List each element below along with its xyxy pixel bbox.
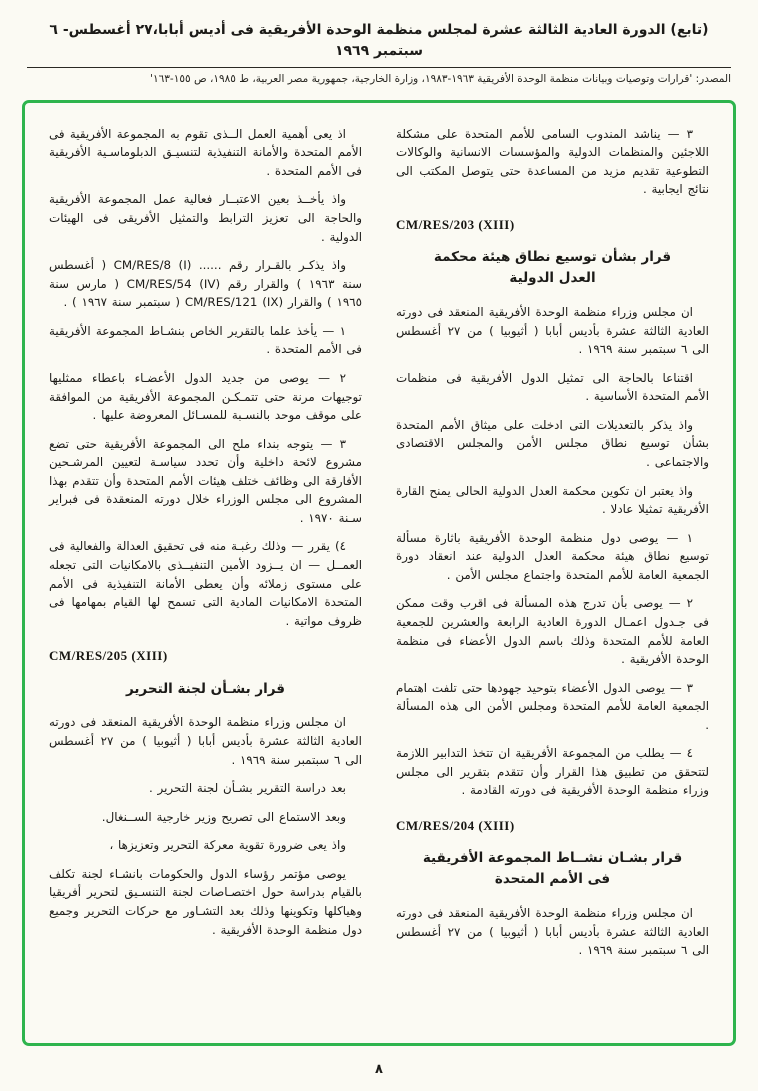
document-header: [25, 20, 733, 88]
resolution-number: CM/RES/204 (XIII): [396, 818, 515, 834]
paragraph: ٣ — يتوجه بنداء ملح الى المجموعة الأفريقية حتى تضع مشروع لائحة داخلية وأن تحدد سياسـة لتعيين المرشـحين الأفارقة الى وظائف ختلف هيئات الأمم المتحدة وأن تتقدم بهذا المشروع الى مجلس الوزراء خلال دورته المنعقدة فى فبراير سـنة ١٩٧٠ .: [49, 436, 362, 525]
paragraph: واذ يأخــذ بعين الاعتبــار فعالية عمل المجموعة الأفريقية والحاجة الى تعزيز الترابط والتمثيل الأفريقى فى الهيئات الدولية .: [49, 192, 362, 244]
paragraph: يوصى مؤتمر رؤساء الدول والحكومات بانشـاء لجنة تكلف بالقيام بدراسة حول اختصـاصات لجنة التنسـيق لتحرير أفريقيا وهياكلها وتكوينها وذلك بعد التشـاور مع حركات التحرير وجميع دول منظمة الوحدة الأفريقية .: [49, 866, 362, 937]
resolution-number: CM/RES/205 (XIII): [49, 648, 168, 664]
paragraph: ان مجلس وزراء منظمة الوحدة الأفريقية المنعقد فى دورته العادية الثالثة عشرة بأديس أبابا ( أثيوبيا ) من ٢٧ أغسطس الى ٦ سبتمبر سنة ١٩٦٩ .: [49, 715, 362, 767]
resolution-number: CM/RES/203 (XIII): [396, 217, 515, 232]
paragraph: واذ يذكـر بالقـرار رقم ...... CM/RES/8 (I) ( أغسطس سنة ١٩٦٣ ) والقرار رقم CM/RES/54 (IV) ( مارس سنة ١٩٦٥ ) والقرار CM/RES/121 (IX) ( سبتمبر سنة ١٩٦٧ ) .: [49, 258, 362, 310]
paragraph: ٣ — يناشد المندوب السامى للأمم المتحدة على مشكلة اللاجئين والمنظمات الدولية والمؤسسات الانسانية والوكالات التطوعية تقديم مزيد من المساعدة حتى يتوصل المكتب الى نتائج ايجابية .: [396, 126, 709, 197]
paragraph: اقتناعا بالحاجة الى تمثيل الدول الأفريقية فى منظمات الأمم المتحدة الأساسية .: [396, 370, 709, 404]
resolution-title: قرار بشـان نشــاط المجموعة الأفريقية فى الأمم المتحدة: [422, 850, 683, 888]
paragraph: اذ يعى أهمية العمل الــذى تقوم به المجموعة الأفريقية فى الأمم المتحدة والأمانة التنفيذية لتنسيـق الدبلوماسـية الأفريقية فى الأمم المتحدة .: [49, 126, 362, 178]
paragraph: ١ — يوصى دول منظمة الوحدة الأفريقية باثارة مسألة توسيع نطاق هيئة محكمة العدل الدولية عند انعقاد دورة الجمعية العامة للأمم المتحدة واجتماع مجلس الأمن .: [396, 530, 709, 582]
paragraph: وبعد الاستماع الى تصريح وزير خارجية الســنغال.: [101, 809, 346, 824]
paragraph: واذ يذكر بالتعديلات التى ادخلت على ميثاق الأمم المتحدة بشأن توسيع نطاق مجلس الأمن والمجلس الاقتصادى والاجتماعى .: [396, 417, 709, 470]
header-rule: [27, 67, 731, 68]
column-left: [49, 125, 362, 1021]
paragraph: ٢ — يوصى من جديد الدول الأعضـاء باعطاء ممثليها توجيهات مرنة حتى تتمـكـن المجموعة الأفريقية من الموافقة على موقف موحد بالنسـبة للمسـائل المعروضة عليها .: [49, 370, 362, 423]
resolution-title: قرار بشأن توسيع نطاق هيئة محكمة العدل الدولية: [433, 249, 672, 287]
paragraph: بعد دراسة التقرير بشـأن لجنة التحرير .: [148, 781, 346, 796]
paragraph: ٤ — يطلب من المجموعة الأفريقية ان تتخذ التدابير اللازمة لتتحقق من تطبيق هذا القرار وأن تتقدم بتقرير الى مجلس وزراء منظمة الوحدة الأفريقية فى دورته القادمة .: [396, 746, 709, 798]
column-right: [396, 125, 709, 1021]
resolution-title: قرار بشـأن لجنة التحرير: [125, 680, 286, 697]
paragraph: ٣ — يوصى الدول الأعضاء بتوحيد جهودها حتى تلفت اهتمام الجمعية العامة للأمم المتحدة ومجلس الأمن الى هذه المسألة .: [396, 680, 709, 732]
session-title: (تابع) الدورة العادية الثالثة عشرة لمجلس منظمة الوحدة الأفريقية فى أديس أبابا،٢٧ أغسطس- ٦ سبتمبر ١٩٦٩: [49, 22, 709, 59]
paragraph: ١ — يأخذ علما بالتقرير الخاص بنشـاط المجموعة الأفريقية فى الأمم المتحدة .: [49, 323, 362, 357]
paragraph: واذ يعى ضرورة تقوية معركة التحرير وتعزيزها ،: [109, 838, 346, 853]
paragraph: ان مجلس وزراء منظمة الوحدة الأفريقية المنعقد فى دورته العادية الثالثة عشرة بأديس أبابا ( أثيوبيا ) من ٢٧ أغسطس الى ٦ سبتمبر سنة ١٩٦٩ .: [396, 906, 709, 958]
content-frame: [22, 100, 736, 1046]
page-number: ٨: [375, 1061, 383, 1077]
paragraph: ٢ — يوصى بأن تدرج هذه المسألة فى اقرب وقت ممكن فى جـدول اعمـال الدورة العادية الرابعة والعشرين للجمعية العامة للأمم المتحدة وذلك باسم الدول الأعضاء فى منظمة الوحدة الأفريقية .: [396, 596, 709, 667]
source-note: المصدر: 'قرارات وتوصيات وبيانات منظمة الوحدة الأفريقية ١٩٦٣-١٩٨٣، وزارة الخارجية، جمهورية مصر العربية، ط ١٩٨٥، ص ١٥٥-١٦٣': [150, 73, 731, 85]
paragraph: ٤) يقرر — وذلك رغبـة منه فى تحقيق العدالة والفعالية فى العمــل — ان يــزود الأمين التنفيــذى بالامكانيات التى تجعله على مستوى زملائه وأن يعطى الأمانة التنفيذية فى الأمم المتحدة الامكانيات المادية التى تسمح لها القيام بمهامها فى ظروف مواتية .: [49, 539, 362, 628]
two-column-layout: [49, 125, 709, 1021]
page-footer: [0, 1058, 758, 1091]
paragraph: ان مجلس وزراء منظمة الوحدة الأفريقية المنعقد فى دورته العادية الثالثة عشرة بأديس أبابا ( أثيوبيا ) من ٢٧ أغسطس الى ٦ سبتمبر سنة ١٩٦٩ .: [396, 305, 709, 357]
paragraph: واذ يعتبر ان تكوين محكمة العدل الدولية الحالى يمنح القارة الأفريقية تمثيلا عادلا .: [396, 483, 709, 517]
